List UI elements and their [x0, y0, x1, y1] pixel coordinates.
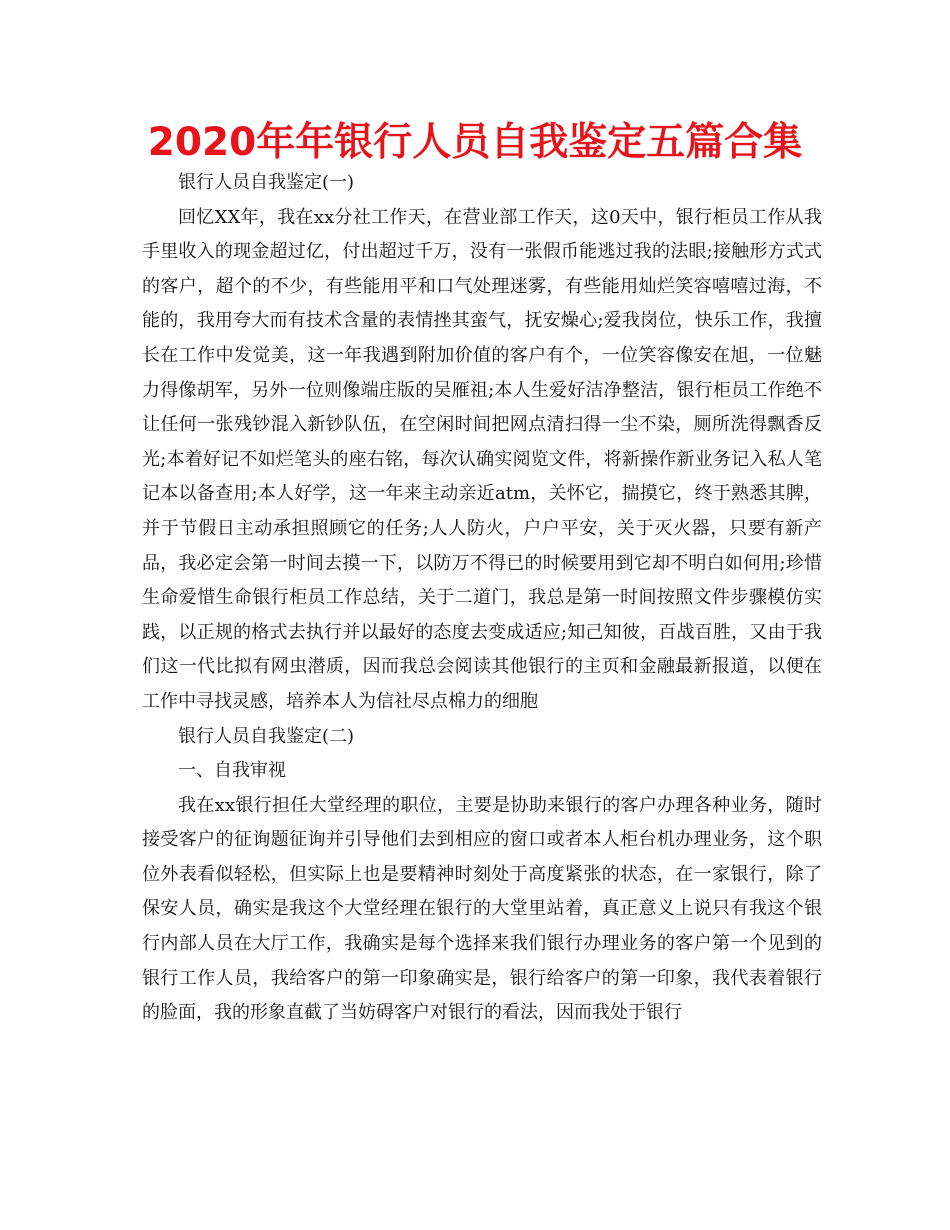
- section2-heading: 银行人员自我鉴定(二): [178, 725, 355, 747]
- section1-body: 回忆XX年，我在xx分社工作天，在营业部工作天，这0天中，银行柜员工作从我手里收入的现金超过亿，付出超过千万，没有一张假币能逃过我的法眼;接触形方式式的客户，超个的不少，有些能用平和口气处理迷雾，有些能用灿烂笑容嘻嘻过海，不能的，我用夸大而有技术含量的表情挫其蛮气，抚安燥心;爱我岗位，快乐工作，我擅长在工作中发觉美，这一年我遇到附加价值的客户有个，一位笑容像安在旭，一位魅力得像胡军，另外一位则像端庄版的吴雁祖;本人生爱好洁净整洁，银行柜员工作绝不让任何一张残钞混入新钞队伍，在空闲时间把网点清扫得一尘不染，厕所洗得飘香反光;本着好记不如烂笔头的座右铭，每次认确实阅览文件，将新操作新业务记入私人笔记本以备查用;本人好学，这一年来主动亲近atm，关怀它，揣摸它，终于熟悉其脾，并于节假日主动承担照顾它的任务;人人防火，户户平安，关于灭火器，只要有新产品，我必定会第一时间去摸一下，以防万不得已的时候要用到它却不明白如何用;珍惜生命爱惜生命银行柜员工作总结，关于二道门，我总是第一时间按照文件步骤模仿实践，以正规的格式去执行并以最好的态度去变成适应;知己知彼，百战百胜，又由于我们这一代比拟有网虫潜质，因而我总会阅读其他银行的主页和金融最新报道，以便在工作中寻找灵感，培养本人为信社尽点棉力的细胞: [142, 206, 822, 712]
- section2-body: 我在xx银行担任大堂经理的职位，主要是协助来银行的客户办理各种业务，随时接受客户的征询题征询并引导他们去到相应的窗口或者本人柜台机办理业务，这个职位外表看似轻松，但实际上也是要精神时刻处于高度紧张的状态，在一家银行，除了保安人员，确实是我这个大堂经理在银行的大堂里站着，真正意义上说只有我这个银行内部人员在大厅工作，我确实是每个选择来我们银行办理业务的客户第一个见到的银行工作人员，我给客户的第一印象确实是，银行给客户的第一印象，我代表着银行的脸面，我的形象直截了当妨碍客户对银行的看法，因而我处于银行: [142, 794, 822, 1024]
- section1-heading: 银行人员自我鉴定(一): [178, 172, 355, 193]
- document-content: [142, 166, 822, 1031]
- section2-subheading: 一、自我审视: [178, 760, 286, 782]
- document-title: 2020年年银行人员自我鉴定五篇合集: [147, 120, 803, 165]
